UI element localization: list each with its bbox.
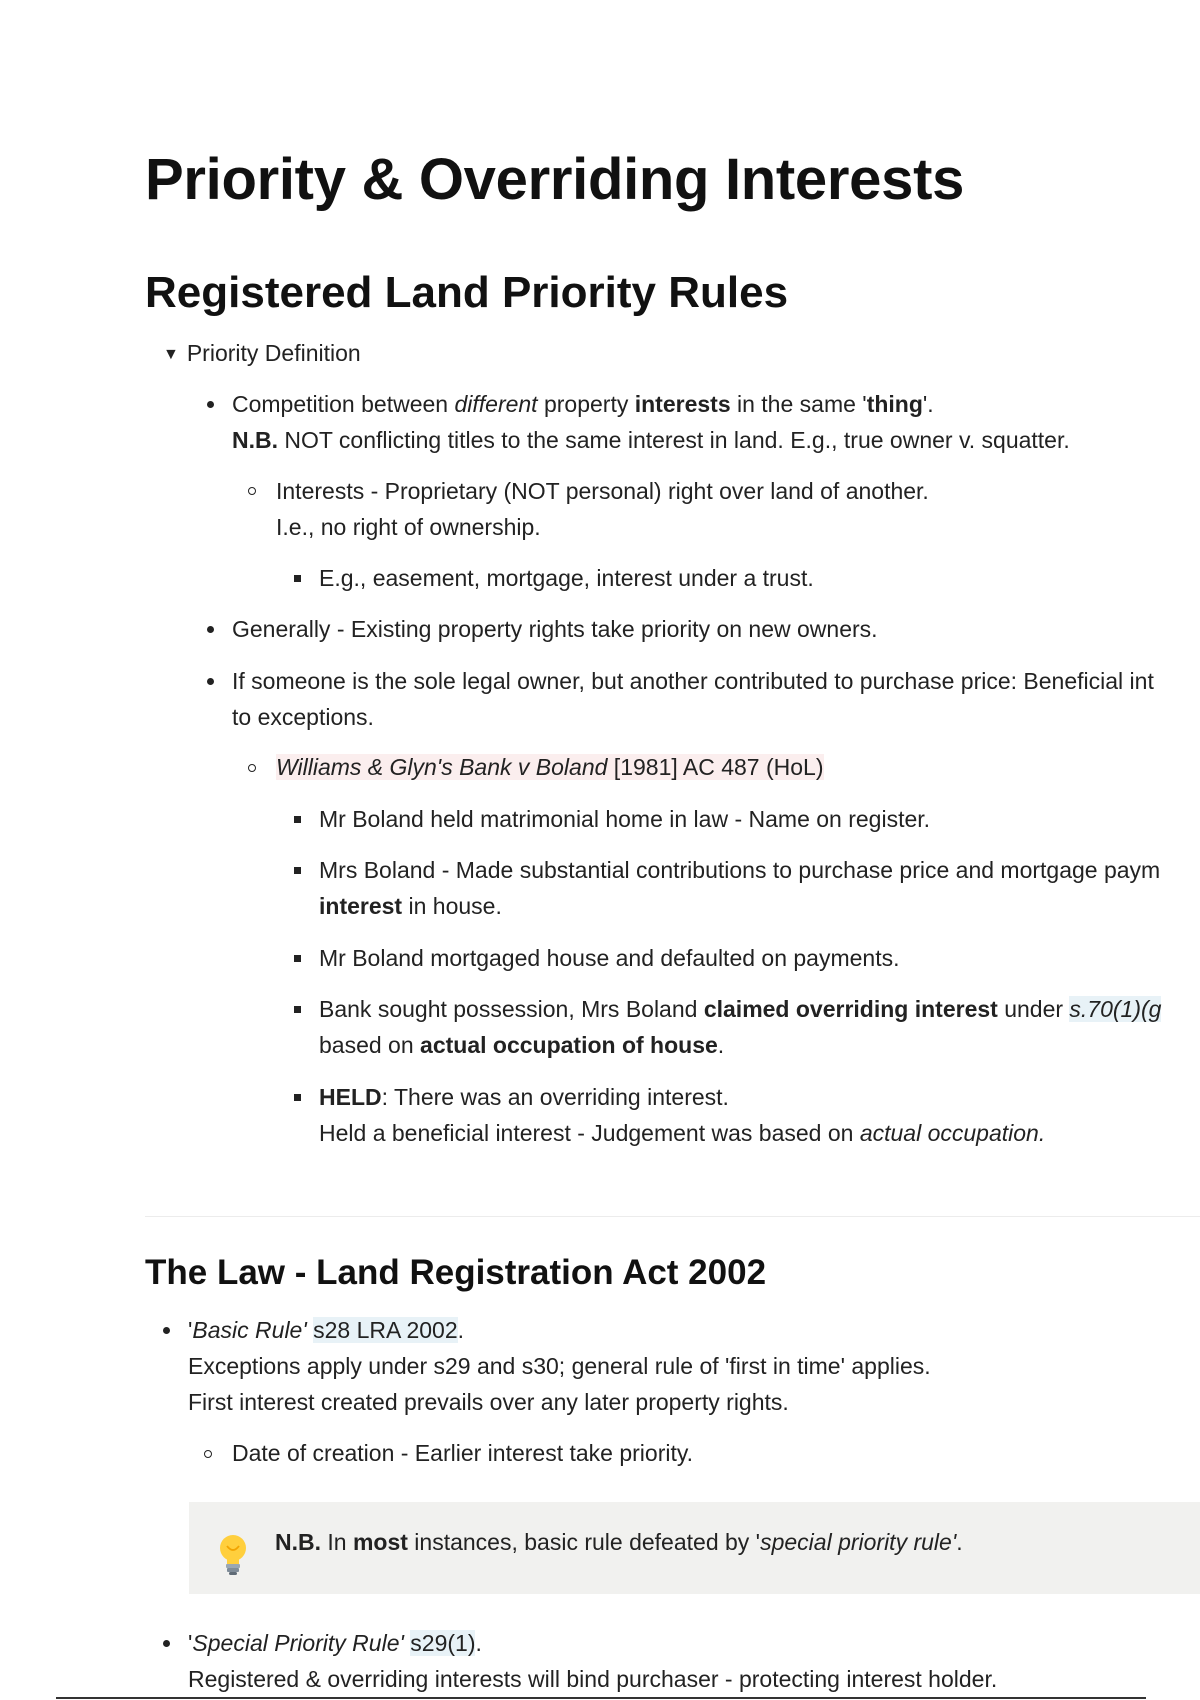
list-item-fact-1: Mr Boland held matrimonial home in law - Name on register. <box>319 806 931 832</box>
toggle-label: Priority Definition <box>186 340 361 366</box>
circle-bullet-icon <box>248 764 256 772</box>
case-reference[interactable] <box>276 749 824 785</box>
callout-text: N.B. In most instances, basic rule defeated by 'special priority rule'. <box>275 1529 963 1555</box>
toggle-priority-definition[interactable] <box>163 340 361 367</box>
bullet-icon <box>207 626 214 633</box>
triangle-down-icon[interactable]: ▼ <box>163 346 179 363</box>
statute-reference-link[interactable]: s29(1) <box>410 1630 476 1656</box>
section-heading-priority-rules: Registered Land Priority Rules <box>145 268 789 317</box>
bullet-icon <box>207 678 214 685</box>
square-bullet-icon <box>294 867 301 874</box>
document-page <box>145 0 1200 1700</box>
list-item-interests: Interests - Proprietary (NOT personal) right over land of another. I.e., no right of ownership. <box>276 478 929 540</box>
list-item-generally: Generally - Existing property rights take priority on new owners. <box>232 616 878 642</box>
list-item-fact-2: Mrs Boland - Made substantial contributions to purchase price and mortgage paym interest in house. <box>319 857 1161 919</box>
circle-bullet-icon <box>204 1450 212 1458</box>
bullet-icon <box>207 401 214 408</box>
square-bullet-icon <box>294 816 301 823</box>
section-heading-lra-2002: The Law - Land Registration Act 2002 <box>145 1253 767 1292</box>
list-item-date-of-creation: Date of creation - Earlier interest take priority. <box>232 1440 694 1466</box>
square-bullet-icon <box>294 575 301 582</box>
case-citation: [1981] AC 487 (HoL) <box>607 754 824 780</box>
statute-reference-link[interactable]: s.70(1)(g <box>1069 996 1162 1022</box>
statute-reference-link[interactable]: s28 LRA 2002 <box>313 1317 458 1343</box>
list-item-fact-4: Bank sought possession, Mrs Boland claimed overriding interest under s.70(1)(g based on actual occupation of house. <box>319 996 1162 1058</box>
square-bullet-icon <box>294 955 301 962</box>
bullet-icon <box>163 1327 170 1334</box>
list-item-special-priority-rule: 'Special Priority Rule' s29(1). Registered & overriding interests will bind purchaser - protecting interest holder. <box>188 1630 998 1692</box>
case-name: Williams & Glyn's Bank v Boland <box>276 754 608 780</box>
divider <box>145 1216 1200 1217</box>
list-item-held: HELD: There was an overriding interest. Held a beneficial interest - Judgement was based on actual occupation. <box>319 1084 1046 1146</box>
callout-note <box>189 1502 1200 1594</box>
list-item-examples: E.g., easement, mortgage, interest under a trust. <box>319 565 814 591</box>
square-bullet-icon <box>294 1006 301 1013</box>
list-item-sole-owner: If someone is the sole legal owner, but another contributed to purchase price: Beneficial int to exceptions. <box>232 668 1154 730</box>
bullet-icon <box>163 1640 170 1647</box>
list-item-competition: Competition between different property interests in the same 'thing'. N.B. NOT conflicting titles to the same interest in land. E.g., true owner v. squatter. <box>232 391 1070 453</box>
square-bullet-icon <box>294 1094 301 1101</box>
page-bottom-border <box>56 1697 1146 1699</box>
list-item-fact-3: Mr Boland mortgaged house and defaulted on payments. <box>319 945 900 971</box>
circle-bullet-icon <box>248 487 256 495</box>
lightbulb-icon <box>213 1532 253 1578</box>
list-item-basic-rule: 'Basic Rule' s28 LRA 2002. Exceptions apply under s29 and s30; general rule of 'first in time' applies. First interest created prevails over any later property rights. <box>188 1317 931 1415</box>
page-title: Priority & Overriding Interests <box>145 147 965 212</box>
